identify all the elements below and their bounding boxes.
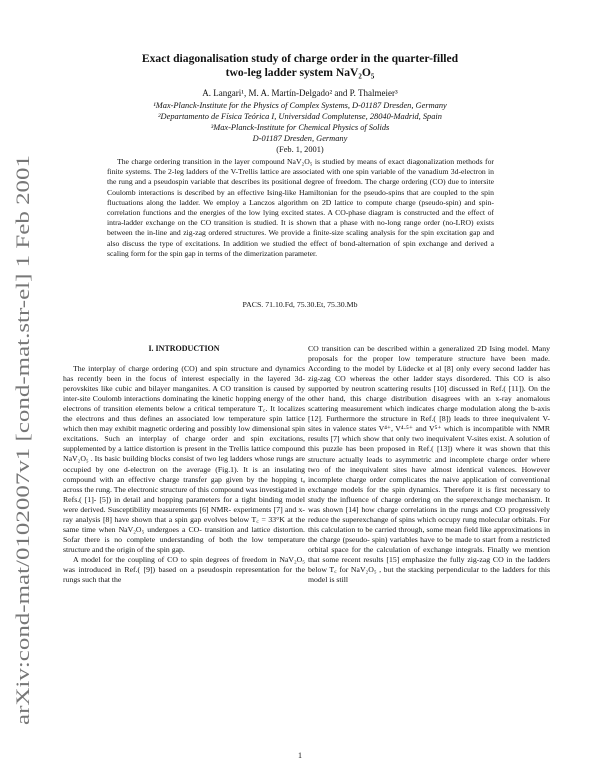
- paper-title: [80, 52, 520, 80]
- paragraph: CO transition can be described within a generalized 2D Ising model. Many proposals for the proper low temperature structure have been made. According to the model by Lüdecke et al [8] only every second ladder has zig-zag CO whereas the other ladder stays disordered. This CO is also supported by neutron scattering results [10] discussed in Ref.( [11]). On the other hand, this charge distribution disagrees with an x-ray anomalous scattering measurement which indicates charge modulation along the b-axis [12]. Furthermore the structure in Ref.( [8]) leads to three inequivalent V- sites in valence states V⁴⁺, V⁴·⁵⁺ and V⁵⁺ which is incompatible with NMR results [7] which show that only two inequivalent V-sites exist. A solution of this puzzle has been proposed in Ref.( [13]) where it was shown that this structure actually leads to asymmetric and incomplete charge order where two of the inequivalent sites have almost identical valences. However incomplete charge order complicates the naive application of conventional exchange models for the spin dynamics. Therefore it is first necessary to study the influence of charge ordering on the superexchange mechanism. It was shown [14] how charge correlations in the rungs and CO progressively reduce the superexchange of spins which occupy rung molecular orbitals. For this calculation to be carried through, some mean field like approximations in the charge (pseudo- spin) variables have to be made to start from a restricted orbital space for the calculation of exchange integrals. Finally we mention that some recent results [15] emphasize the fully zig-zag CO in the ladders below T꜀ for NaV₂O₅ , but the stacking perpendicular to the ladders for this model is still: [308, 344, 550, 585]
- affiliation-2: ²Departamento de Física Teórica I, Universidad Complutense, 28040-Madrid, Spain: [158, 112, 442, 121]
- right-column: [308, 344, 550, 585]
- author-block: [80, 88, 520, 155]
- affiliation-3: ³Max-Planck-Institute for Chemical Physics of Solids: [210, 123, 390, 132]
- paragraph: A model for the coupling of CO to spin degrees of freedom in NaV₂O₅ was introduced in Ref.( [9]) based on a pseudospin representation for the rungs such that the: [63, 554, 305, 585]
- author-names: A. Langari¹, M. A. Martín-Delgado² and P. Thalmeier³: [202, 88, 398, 98]
- section-heading: I. INTRODUCTION: [148, 344, 220, 353]
- affiliation-3-city: D-01187 Dresden, Germany: [252, 134, 348, 143]
- page-number: 1: [298, 751, 302, 760]
- title-line-1: Exact diagonalisation study of charge order in the quarter-filled: [141, 52, 459, 65]
- title-line-2: two-leg ladder system NaV₂O₅: [225, 66, 375, 79]
- arxiv-identifier: [2, 150, 42, 730]
- submission-date: (Feb. 1, 2001): [276, 145, 324, 154]
- pacs-codes: PACS. 71.10.Fd, 75.30.Et, 75.30.Mb: [242, 300, 358, 309]
- paragraph: The interplay of charge ordering (CO) and spin structure and dynamics has recently been in the focus of interest especially in the layered 3d-perovskites like cubic and bilayer manganites. A CO transition is caused by inter-site Coulomb interactions dominating the kinetic hopping energy of the electrons of transition elements below a critical temperature T꜀. It localizes the electrons and thus defines an associated low temperature spin lattice which then may exhibit magnetic ordering and possibly low dimensional spin excitations. Such an interplay of charge order and spin excitations, supplemented by a lattice distortion is present in the Trellis lattice compound NaV₂O₅ . Its basic building blocks consist of two leg ladders whose rungs are occupied by one d-electron on the average (Fig.1). It is an insulating compound with an effective charge transfer gap given by the hopping tₐ across the rung. The electronic structure of this compound was investigated in Refs.( [1]- [5]) in detail and hopping parameters for a tight binding model were derived. Susceptibility measurements [6] NMR- experiments [7] and x-ray analysis [8] have shown that a spin gap evolves below T꜀ = 33°K at the same time when NaV₂O₅ undergoes a CO- transition and lattice distortion. Sofar there is no complete understanding of both the low temperature structure and the origin of the spin gap.: [63, 364, 305, 554]
- affiliation-1: ¹Max-Planck-Institute for the Physics of Complex Systems, D-01187 Dresden, Germany: [153, 101, 447, 110]
- arxiv-id-text: arXiv:cond-mat/0102007v1 [cond-mat.str-el] 1 Feb 2001: [14, 302, 34, 725]
- left-column: [63, 344, 305, 585]
- abstract: The charge ordering transition in the layer compound NaV₂O₅ is studied by means of exact diagonalization methods for finite systems. The 2-leg ladders of the V-Trellis lattice are associated with one spin variable of the vanadium 3d-electron in the rung and a pseudospin variable that describes its positional degree of freedom. The charge ordering (CO) due to intersite Coulomb interactions is described by an effective Ising-like Hamiltonian for the pseudo-spins that are coupled to the spin fluctuations along the ladder. We employ a Lanczos algorithm on 2D lattice to compute charge (pseudo-spin) and spin-correlation functions and the energies of the low lying excited states. A CO-phase diagram is constructed and the effect of intra-ladder exchange on the CO transition is studied. It is shown that a phase with no-long range order (no-LRO) exists between the in-line and zig-zag ordered structures. We provide a finite-size scaling analysis for the spin excitation gap and also discuss the type of excitations. In addition we studied the effect of bond-alternation of spin exchange and derived a scaling form for the spin gap in terms of the dimerization parameter.: [107, 157, 494, 258]
